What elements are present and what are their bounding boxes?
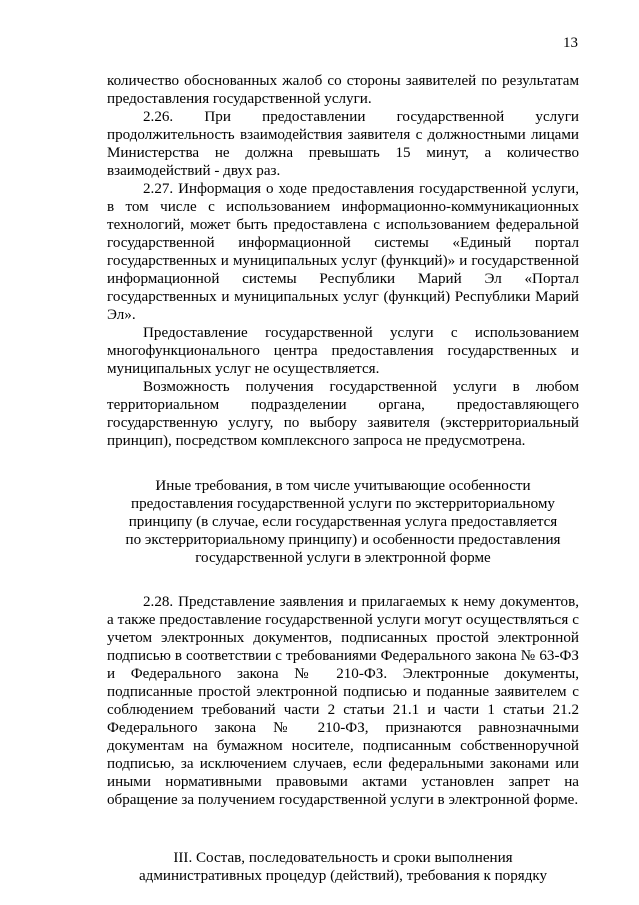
section-heading-iii xyxy=(107,849,579,885)
paragraph-mfc: Предоставление государственной услуги с использованием многофункционального центра предоставления государственных и муниципальных услуг не осуществляется. xyxy=(107,325,579,377)
heading-line: административных процедур (действий), требования к порядку xyxy=(138,868,548,884)
paragraph-2-27: 2.27. Информация о ходе предоставления государственной услуги, в том числе с использованием информационно-коммуникационных технологий, может быть предоставлена с использованием федеральной государственной информационной системы «Единый портал государственных и муниципальных услуг (функций)» и государственной информационной системы Республики Марий Эл «Портал государственных и муниципальных услуг (функций) Республики Марий Эл». xyxy=(107,181,579,323)
heading-line: по экстерриториальному принципу) и особенности предоставления xyxy=(125,532,561,548)
paragraph-continuation: количество обоснованных жалоб со стороны заявителей по результатам предоставления государственной услуги. xyxy=(107,73,579,107)
heading-line: государственной услуги в электронной форме xyxy=(195,550,491,566)
section-heading-other-requirements xyxy=(107,477,579,567)
heading-line: Иные требования, в том числе учитывающие особенности xyxy=(155,478,531,494)
page-number: 13 xyxy=(563,35,578,51)
heading-line: принципу (в случае, если государственная услуга предоставляется xyxy=(128,514,558,530)
heading-line: предоставления государственной услуги по экстерриториальному xyxy=(131,496,555,512)
paragraph-2-28: 2.28. Представление заявления и прилагаемых к нему документов, а также предоставление государственной услуги могут осуществляться с учетом электронных документов, подписанных простой электронной подписью в соответствии с требованиями Федерального закона № 63-ФЗ и Федерального закона № 210-ФЗ. Электронные документы, подписанные простой электронной подписью и поданные заявителем с соблюдением требований части 2 статьи 21.1 и части 1 статьи 21.2 Федерального закона № 210-ФЗ, признаются равнозначными документам на бумажном носителе, подписанным собственноручной подписью, за исключением случаев, если федеральными законами или иными нормативными правовыми актами установлен запрет на обращение за получением государственной услуги в электронной форме. xyxy=(107,594,579,808)
paragraph-extraterritorial: Возможность получения государственной услуги в любом территориальном подразделении органа, предоставляющего государственную услугу, по выбору заявителя (экстерриториальный принцип), посредством комплексного запроса не предусмотрена. xyxy=(107,379,579,449)
paragraph-2-26: 2.26. При предоставлении государственной услуги продолжительность взаимодействия заявителя с должностными лицами Министерства не должна превышать 15 минут, а количество взаимодействий - двух раз. xyxy=(107,109,579,179)
page-content xyxy=(107,72,579,885)
heading-line: III. Состав, последовательность и сроки выполнения xyxy=(173,850,513,866)
